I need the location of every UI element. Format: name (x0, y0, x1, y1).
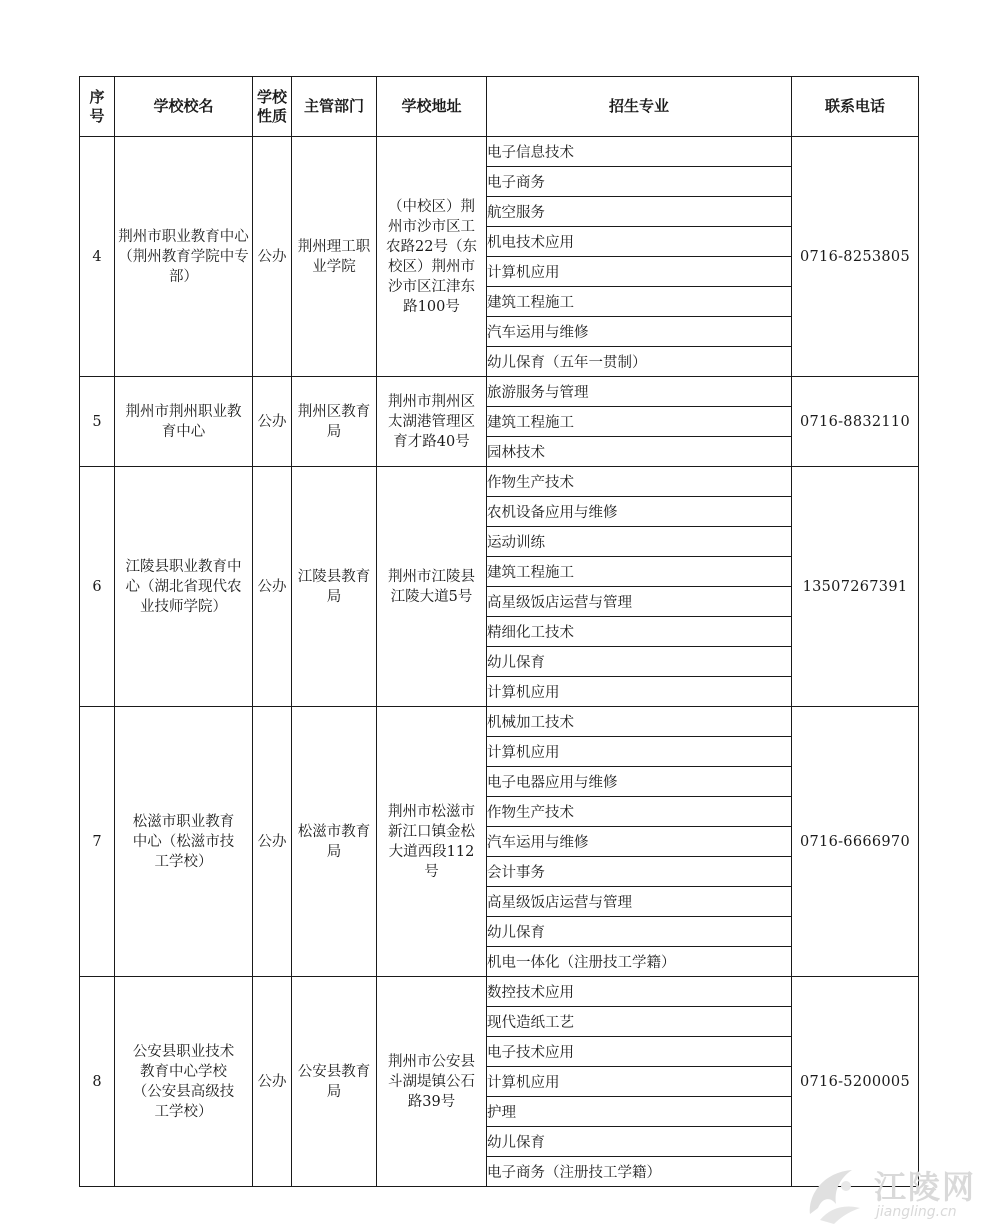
header-dept: 主管部门 (292, 77, 377, 137)
major-name: 机电一体化（注册技工学籍） (487, 947, 792, 977)
major-name: 作物生产技术 (487, 797, 792, 827)
site-watermark (790, 1160, 988, 1228)
major-row (80, 977, 919, 1007)
major-name: 建筑工程施工 (487, 557, 792, 587)
school-name-text: 江陵县职业教育中心（湖北省现代农业技师学院） (125, 558, 242, 615)
row-seq (80, 467, 115, 707)
jiangling-logo-icon (800, 1164, 866, 1226)
school-name (115, 707, 253, 977)
major-name: 计算机应用 (487, 1067, 792, 1097)
major-name: 会计事务 (487, 857, 792, 887)
supervising-dept-text: 荆州区教育局 (297, 403, 371, 440)
major-name: 电子电器应用与维修 (487, 767, 792, 797)
major-row (80, 137, 919, 167)
major-name: 现代造纸工艺 (487, 1007, 792, 1037)
school-address (377, 377, 487, 467)
major-name: 机械加工技术 (487, 707, 792, 737)
school-nature (253, 467, 292, 707)
major-name: 农机设备应用与维修 (487, 497, 792, 527)
school-address-text: （中校区）荆州市沙市区工农路22号（东校区）荆州市沙市区江津东路100号 (386, 198, 477, 315)
school-address (377, 137, 487, 377)
supervising-dept-text: 荆州理工职业学院 (297, 238, 371, 275)
header-name: 学校校名 (115, 77, 253, 137)
watermark-brand: 江陵网 (874, 1168, 977, 1206)
supervising-dept (292, 977, 377, 1187)
supervising-dept (292, 137, 377, 377)
school-nature-text: 公办 (257, 413, 287, 430)
major-name: 作物生产技术 (487, 467, 792, 497)
school-name (115, 467, 253, 707)
major-name: 航空服务 (487, 197, 792, 227)
contact-phone: 0716-5200005 (792, 977, 919, 1187)
school-nature (253, 707, 292, 977)
row-seq (80, 137, 115, 377)
major-name: 高星级饭店运营与管理 (487, 587, 792, 617)
major-row (80, 707, 919, 737)
supervising-dept-text: 公安县教育局 (297, 1063, 371, 1100)
school-enrollment-table (79, 76, 919, 1187)
major-name: 汽车运用与维修 (487, 317, 792, 347)
major-name: 电子商务 (487, 167, 792, 197)
major-name: 汽车运用与维修 (487, 827, 792, 857)
major-name: 幼儿保育 (487, 647, 792, 677)
major-name: 电子技术应用 (487, 1037, 792, 1067)
school-name (115, 137, 253, 377)
major-name: 精细化工技术 (487, 617, 792, 647)
school-name (115, 977, 253, 1187)
header-majors: 招生专业 (487, 77, 792, 137)
school-nature (253, 977, 292, 1187)
row-seq-text: 7 (92, 833, 102, 850)
school-nature (253, 137, 292, 377)
school-address (377, 977, 487, 1187)
watermark-domain: jiangling.cn (876, 1204, 957, 1220)
major-name: 幼儿保育（五年一贯制） (487, 347, 792, 377)
header-row (80, 77, 919, 137)
major-name: 高星级饭店运营与管理 (487, 887, 792, 917)
major-name: 计算机应用 (487, 677, 792, 707)
row-seq (80, 977, 115, 1187)
major-name: 园林技术 (487, 437, 792, 467)
supervising-dept-text: 江陵县教育局 (297, 568, 371, 605)
major-name: 幼儿保育 (487, 1127, 792, 1157)
major-name: 护理 (487, 1097, 792, 1127)
major-name: 电子信息技术 (487, 137, 792, 167)
school-address-text: 荆州市公安县斗湖堤镇公石路39号 (388, 1053, 475, 1110)
major-row (80, 467, 919, 497)
major-name: 建筑工程施工 (487, 407, 792, 437)
school-address-text: 荆州市松滋市新江口镇金松大道西段112号 (388, 803, 475, 880)
row-seq-text: 6 (92, 578, 102, 595)
contact-phone: 0716-8253805 (792, 137, 919, 377)
supervising-dept (292, 707, 377, 977)
school-nature-text: 公办 (257, 833, 287, 850)
contact-phone: 13507267391 (792, 467, 919, 707)
contact-phone: 0716-8832110 (792, 377, 919, 467)
major-name: 运动训练 (487, 527, 792, 557)
school-nature-text: 公办 (257, 248, 287, 265)
major-row (80, 377, 919, 407)
major-name: 计算机应用 (487, 257, 792, 287)
header-seq: 序号 (80, 77, 115, 137)
row-seq-text: 5 (92, 413, 102, 430)
school-name-text: 荆州市荆州职业教育中心 (125, 403, 242, 440)
major-name: 建筑工程施工 (487, 287, 792, 317)
school-nature-text: 公办 (257, 1073, 287, 1090)
major-name: 电子商务（注册技工学籍） (487, 1157, 792, 1187)
row-seq (80, 377, 115, 467)
major-name: 机电技术应用 (487, 227, 792, 257)
school-nature (253, 377, 292, 467)
header-nature: 学校性质 (253, 77, 292, 137)
header-phone: 联系电话 (792, 77, 919, 137)
supervising-dept (292, 377, 377, 467)
row-seq-text: 8 (92, 1073, 102, 1090)
major-name: 计算机应用 (487, 737, 792, 767)
header-address: 学校地址 (377, 77, 487, 137)
school-nature-text: 公办 (257, 578, 287, 595)
school-name (115, 377, 253, 467)
school-address-text: 荆州市江陵县江陵大道5号 (388, 568, 475, 605)
row-seq (80, 707, 115, 977)
school-address-text: 荆州市荆州区太湖港管理区育才路40号 (388, 393, 475, 450)
contact-phone: 0716-6666970 (792, 707, 919, 977)
major-name: 幼儿保育 (487, 917, 792, 947)
school-name-text: 荆州市职业教育中心（荆州教育学院中专部） (118, 228, 249, 285)
school-name-text: 松滋市职业教育中心（松滋市技工学校） (132, 813, 235, 870)
major-name: 旅游服务与管理 (487, 377, 792, 407)
supervising-dept (292, 467, 377, 707)
school-address (377, 707, 487, 977)
row-seq-text: 4 (92, 248, 102, 265)
supervising-dept-text: 松滋市教育局 (297, 823, 371, 860)
major-name: 数控技术应用 (487, 977, 792, 1007)
school-name-text: 公安县职业技术教育中心学校（公安县高级技工学校） (132, 1043, 235, 1120)
school-address (377, 467, 487, 707)
